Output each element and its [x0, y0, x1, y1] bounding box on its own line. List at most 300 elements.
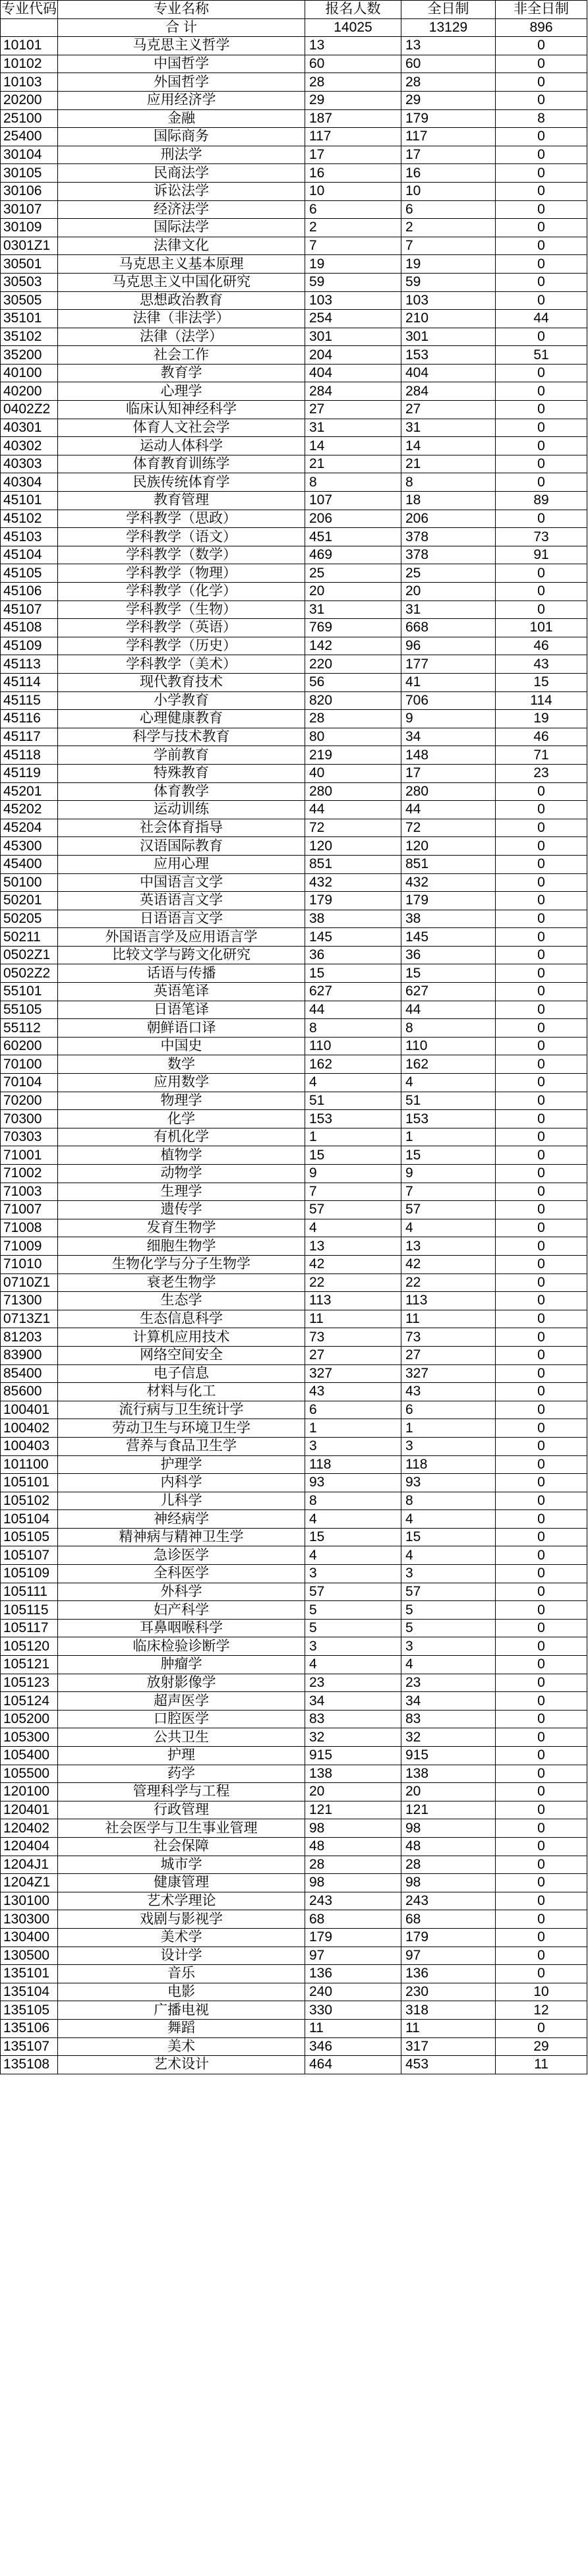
cell-part-time: 0 [496, 55, 587, 73]
cell-part-time: 51 [496, 346, 587, 365]
cell-code: 40200 [1, 382, 58, 401]
cell-full-time: 1 [401, 1128, 496, 1146]
cell-code: 135108 [1, 2056, 58, 2074]
cell-applicants: 11 [305, 2019, 401, 2037]
cell-code: 71010 [1, 1255, 58, 1273]
cell-part-time: 0 [496, 1364, 587, 1383]
cell-code: 71003 [1, 1183, 58, 1201]
cell-part-time: 0 [496, 564, 587, 583]
cell-name: 材料与化工 [58, 1383, 305, 1401]
cell-name: 金融 [58, 109, 305, 128]
table-row [1, 1328, 587, 1347]
cell-code: 105111 [1, 1583, 58, 1601]
total-part-time: 896 [496, 18, 587, 37]
cell-applicants: 31 [305, 600, 401, 619]
cell-name: 思想政治教育 [58, 291, 305, 310]
cell-part-time: 46 [496, 728, 587, 746]
cell-code: 45103 [1, 528, 58, 546]
cell-full-time: 27 [401, 1346, 496, 1364]
cell-applicants: 915 [305, 1747, 401, 1765]
cell-full-time: 301 [401, 328, 496, 346]
cell-part-time: 71 [496, 746, 587, 765]
cell-name: 生态学 [58, 1292, 305, 1310]
cell-full-time: 51 [401, 1092, 496, 1110]
cell-code: 30105 [1, 164, 58, 183]
table-row [1, 310, 587, 328]
cell-code: 100401 [1, 1401, 58, 1419]
cell-part-time: 0 [496, 1783, 587, 1801]
cell-name: 英语语言文学 [58, 892, 305, 910]
cell-applicants: 44 [305, 801, 401, 819]
cell-full-time: 83 [401, 1710, 496, 1728]
cell-part-time: 0 [496, 1383, 587, 1401]
cell-part-time: 0 [496, 291, 587, 310]
cell-applicants: 8 [305, 1019, 401, 1038]
cell-part-time: 0 [496, 419, 587, 437]
table-row [1, 691, 587, 710]
cell-full-time: 121 [401, 1801, 496, 1819]
cell-name: 音乐 [58, 1965, 305, 1983]
cell-part-time: 0 [496, 892, 587, 910]
cell-applicants: 51 [305, 1092, 401, 1110]
table-row [1, 492, 587, 510]
cell-part-time: 0 [496, 182, 587, 200]
table-row [1, 1674, 587, 1692]
cell-part-time: 0 [496, 1237, 587, 1256]
cell-part-time: 0 [496, 1601, 587, 1620]
cell-applicants: 9 [305, 1165, 401, 1183]
cell-applicants: 57 [305, 1583, 401, 1601]
cell-full-time: 38 [401, 910, 496, 928]
cell-name: 学科教学（英语） [58, 619, 305, 637]
cell-part-time: 0 [496, 946, 587, 964]
cell-name: 神经病学 [58, 1510, 305, 1529]
cell-full-time: 25 [401, 564, 496, 583]
table-row [1, 328, 587, 346]
cell-code: 25100 [1, 109, 58, 128]
table-row [1, 1183, 587, 1201]
cell-applicants: 219 [305, 746, 401, 765]
cell-code: 120404 [1, 1837, 58, 1856]
cell-code: 20200 [1, 91, 58, 109]
cell-part-time: 44 [496, 310, 587, 328]
cell-name: 美术 [58, 2037, 305, 2056]
cell-part-time: 0 [496, 782, 587, 801]
cell-part-time: 0 [496, 819, 587, 837]
table-row [1, 1146, 587, 1165]
cell-part-time: 0 [496, 1455, 587, 1474]
cell-code: 40303 [1, 455, 58, 473]
table-row [1, 1092, 587, 1110]
total-applicants: 14025 [305, 18, 401, 37]
cell-name: 临床认知神经科学 [58, 401, 305, 419]
cell-part-time: 0 [496, 1856, 587, 1874]
cell-full-time: 3 [401, 1565, 496, 1583]
cell-part-time: 0 [496, 1255, 587, 1273]
cell-code: 30109 [1, 219, 58, 237]
cell-name: 健康管理 [58, 1874, 305, 1892]
cell-applicants: 464 [305, 2056, 401, 2074]
cell-full-time: 117 [401, 128, 496, 146]
cell-part-time: 0 [496, 1656, 587, 1674]
cell-part-time: 15 [496, 673, 587, 691]
cell-applicants: 15 [305, 964, 401, 983]
table-row [1, 1074, 587, 1092]
cell-applicants: 284 [305, 382, 401, 401]
cell-code: 70104 [1, 1074, 58, 1092]
cell-name: 全科医学 [58, 1565, 305, 1583]
table-row [1, 1419, 587, 1438]
cell-name: 有机化学 [58, 1128, 305, 1146]
cell-part-time: 0 [496, 1292, 587, 1310]
cell-applicants: 13 [305, 37, 401, 55]
table-row [1, 1546, 587, 1565]
cell-part-time: 0 [496, 73, 587, 92]
cell-part-time: 0 [496, 164, 587, 183]
cell-applicants: 5 [305, 1619, 401, 1637]
table-row [1, 1637, 587, 1656]
cell-code: 45201 [1, 782, 58, 801]
cell-part-time: 0 [496, 1947, 587, 1965]
cell-part-time: 46 [496, 637, 587, 655]
cell-name: 生态信息科学 [58, 1310, 305, 1328]
table-row [1, 419, 587, 437]
cell-name: 马克思主义基本原理 [58, 255, 305, 274]
cell-part-time: 91 [496, 546, 587, 564]
table-row [1, 1346, 587, 1364]
cell-full-time: 41 [401, 673, 496, 691]
cell-name: 汉语国际教育 [58, 837, 305, 856]
cell-name: 广播电视 [58, 2001, 305, 2020]
cell-code: 105107 [1, 1546, 58, 1565]
cell-full-time: 113 [401, 1292, 496, 1310]
cell-applicants: 820 [305, 691, 401, 710]
table-row [1, 1747, 587, 1765]
cell-applicants: 14 [305, 437, 401, 455]
table-row [1, 2037, 587, 2056]
cell-full-time: 378 [401, 528, 496, 546]
table-row [1, 1019, 587, 1038]
cell-part-time: 0 [496, 1346, 587, 1364]
cell-full-time: 5 [401, 1619, 496, 1637]
cell-full-time: 23 [401, 1674, 496, 1692]
cell-full-time: 60 [401, 55, 496, 73]
table-row [1, 1437, 587, 1455]
total-row [1, 18, 587, 37]
cell-code: 105117 [1, 1619, 58, 1637]
cell-full-time: 1 [401, 1419, 496, 1438]
cell-part-time: 114 [496, 691, 587, 710]
cell-name: 马克思主义中国化研究 [58, 273, 305, 291]
table-row [1, 946, 587, 964]
cell-full-time: 20 [401, 1783, 496, 1801]
cell-applicants: 220 [305, 655, 401, 674]
cell-applicants: 11 [305, 1310, 401, 1328]
cell-full-time: 28 [401, 1856, 496, 1874]
table-row [1, 1383, 587, 1401]
cell-code: 50201 [1, 892, 58, 910]
cell-full-time: 72 [401, 819, 496, 837]
header-applicants: 报名人数 [305, 1, 401, 19]
cell-name: 舞蹈 [58, 2019, 305, 2037]
cell-full-time: 317 [401, 2037, 496, 2056]
cell-part-time: 0 [496, 873, 587, 892]
cell-full-time: 22 [401, 1273, 496, 1292]
cell-part-time: 0 [496, 1401, 587, 1419]
cell-code: 0402Z2 [1, 401, 58, 419]
cell-code: 105400 [1, 1747, 58, 1765]
table-row [1, 1801, 587, 1819]
cell-code: 45116 [1, 710, 58, 728]
cell-full-time: 27 [401, 401, 496, 419]
cell-applicants: 57 [305, 1201, 401, 1219]
cell-code: 130100 [1, 1892, 58, 1910]
cell-full-time: 162 [401, 1055, 496, 1074]
cell-name: 话语与传播 [58, 964, 305, 983]
cell-name: 应用数学 [58, 1074, 305, 1092]
table-row [1, 291, 587, 310]
cell-applicants: 121 [305, 1801, 401, 1819]
cell-applicants: 301 [305, 328, 401, 346]
cell-applicants: 36 [305, 946, 401, 964]
cell-full-time: 3 [401, 1437, 496, 1455]
cell-full-time: 8 [401, 473, 496, 492]
cell-name: 社会工作 [58, 346, 305, 365]
cell-part-time: 0 [496, 1201, 587, 1219]
cell-full-time: 17 [401, 146, 496, 164]
cell-full-time: 120 [401, 837, 496, 856]
cell-full-time: 15 [401, 964, 496, 983]
table-row [1, 1619, 587, 1637]
cell-name: 学科教学（物理） [58, 564, 305, 583]
cell-applicants: 3 [305, 1565, 401, 1583]
total-full-time: 13129 [401, 18, 496, 37]
cell-name: 放射影像学 [58, 1674, 305, 1692]
cell-full-time: 138 [401, 1765, 496, 1783]
cell-code: 10101 [1, 37, 58, 55]
cell-part-time: 0 [496, 473, 587, 492]
cell-full-time: 915 [401, 1747, 496, 1765]
cell-full-time: 13 [401, 37, 496, 55]
cell-code: 30104 [1, 146, 58, 164]
cell-name: 数学 [58, 1055, 305, 1074]
cell-full-time: 48 [401, 1837, 496, 1856]
header-name: 专业名称 [58, 1, 305, 19]
cell-name: 遗传学 [58, 1201, 305, 1219]
cell-part-time: 0 [496, 401, 587, 419]
table-row [1, 564, 587, 583]
cell-full-time: 103 [401, 291, 496, 310]
table-row [1, 1583, 587, 1601]
cell-full-time: 210 [401, 310, 496, 328]
cell-full-time: 68 [401, 1910, 496, 1929]
table-row [1, 1255, 587, 1273]
cell-name: 计算机应用技术 [58, 1328, 305, 1347]
cell-part-time: 0 [496, 1310, 587, 1328]
cell-full-time: 11 [401, 1310, 496, 1328]
cell-name: 小学教育 [58, 691, 305, 710]
table-row [1, 1364, 587, 1383]
cell-name: 心理健康教育 [58, 710, 305, 728]
cell-applicants: 469 [305, 546, 401, 564]
cell-code: 70300 [1, 1110, 58, 1128]
cell-name: 刑法学 [58, 146, 305, 164]
cell-code: 70303 [1, 1128, 58, 1146]
cell-part-time: 73 [496, 528, 587, 546]
cell-name: 管理科学与工程 [58, 1783, 305, 1801]
table-row [1, 1837, 587, 1856]
cell-name: 儿科学 [58, 1492, 305, 1510]
cell-applicants: 206 [305, 510, 401, 528]
cell-code: 45101 [1, 492, 58, 510]
cell-part-time: 0 [496, 1619, 587, 1637]
table-row [1, 437, 587, 455]
cell-applicants: 204 [305, 346, 401, 365]
cell-applicants: 110 [305, 1037, 401, 1055]
cell-applicants: 4 [305, 1546, 401, 1565]
table-row [1, 1237, 587, 1256]
cell-name: 英语笔译 [58, 983, 305, 1001]
cell-applicants: 117 [305, 128, 401, 146]
cell-name: 营养与食品卫生学 [58, 1437, 305, 1455]
cell-code: 35200 [1, 346, 58, 365]
cell-full-time: 136 [401, 1965, 496, 1983]
cell-part-time: 12 [496, 2001, 587, 2020]
cell-name: 物理学 [58, 1092, 305, 1110]
cell-code: 40302 [1, 437, 58, 455]
table-row [1, 855, 587, 873]
cell-code: 0502Z1 [1, 946, 58, 964]
cell-part-time: 0 [496, 1474, 587, 1492]
cell-full-time: 57 [401, 1201, 496, 1219]
cell-name: 超声医学 [58, 1692, 305, 1711]
cell-code: 100403 [1, 1437, 58, 1455]
cell-applicants: 29 [305, 91, 401, 109]
table-row [1, 1874, 587, 1892]
cell-name: 日语语言文学 [58, 910, 305, 928]
cell-code: 45102 [1, 510, 58, 528]
table-row [1, 1910, 587, 1929]
cell-full-time: 43 [401, 1383, 496, 1401]
cell-name: 国际法学 [58, 219, 305, 237]
table-row [1, 1219, 587, 1237]
cell-part-time: 0 [496, 910, 587, 928]
table-row [1, 37, 587, 55]
cell-part-time: 0 [496, 1692, 587, 1711]
cell-part-time: 0 [496, 1183, 587, 1201]
cell-part-time: 0 [496, 837, 587, 856]
cell-applicants: 98 [305, 1874, 401, 1892]
table-row [1, 1001, 587, 1019]
cell-applicants: 330 [305, 2001, 401, 2020]
cell-name: 发育生物学 [58, 1219, 305, 1237]
cell-applicants: 31 [305, 419, 401, 437]
cell-part-time: 0 [496, 1892, 587, 1910]
cell-applicants: 179 [305, 892, 401, 910]
table-row [1, 1401, 587, 1419]
cell-code: 120402 [1, 1819, 58, 1838]
cell-applicants: 34 [305, 1692, 401, 1711]
cell-full-time: 432 [401, 873, 496, 892]
cell-name: 艺术设计 [58, 2056, 305, 2074]
cell-part-time: 11 [496, 2056, 587, 2074]
cell-part-time: 0 [496, 1837, 587, 1856]
cell-name: 网络空间安全 [58, 1346, 305, 1364]
cell-full-time: 98 [401, 1874, 496, 1892]
cell-code: 0301Z1 [1, 237, 58, 255]
cell-applicants: 6 [305, 1401, 401, 1419]
cell-full-time: 14 [401, 437, 496, 455]
cell-full-time: 8 [401, 1019, 496, 1038]
cell-code: 105120 [1, 1637, 58, 1656]
table-row [1, 655, 587, 674]
cell-part-time: 0 [496, 2019, 587, 2037]
cell-code: 55101 [1, 983, 58, 1001]
cell-code: 60200 [1, 1037, 58, 1055]
cell-name: 美术学 [58, 1928, 305, 1947]
cell-full-time: 36 [401, 946, 496, 964]
cell-code: 105121 [1, 1656, 58, 1674]
cell-full-time: 179 [401, 1928, 496, 1947]
table-row [1, 764, 587, 782]
cell-full-time: 4 [401, 1656, 496, 1674]
cell-applicants: 162 [305, 1055, 401, 1074]
cell-name: 民族传统体育学 [58, 473, 305, 492]
cell-name: 教育学 [58, 364, 305, 382]
cell-applicants: 15 [305, 1528, 401, 1546]
cell-code: 45108 [1, 619, 58, 637]
total-label: 合 计 [58, 18, 305, 37]
cell-part-time: 0 [496, 1583, 587, 1601]
cell-code: 135106 [1, 2019, 58, 2037]
cell-applicants: 8 [305, 473, 401, 492]
cell-name: 学科教学（生物） [58, 600, 305, 619]
cell-applicants: 27 [305, 401, 401, 419]
cell-code: 105105 [1, 1528, 58, 1546]
cell-full-time: 206 [401, 510, 496, 528]
cell-name: 学前教育 [58, 746, 305, 765]
cell-code: 120401 [1, 1801, 58, 1819]
table-row [1, 673, 587, 691]
cell-full-time: 6 [401, 1401, 496, 1419]
cell-part-time: 0 [496, 1528, 587, 1546]
cell-part-time: 0 [496, 801, 587, 819]
cell-part-time: 0 [496, 219, 587, 237]
cell-full-time: 118 [401, 1455, 496, 1474]
cell-code: 135107 [1, 2037, 58, 2056]
cell-name: 外国哲学 [58, 73, 305, 92]
table-row [1, 128, 587, 146]
table-row [1, 1892, 587, 1910]
cell-part-time: 0 [496, 328, 587, 346]
cell-part-time: 0 [496, 1710, 587, 1728]
cell-code: 105300 [1, 1728, 58, 1747]
cell-code: 40100 [1, 364, 58, 382]
cell-full-time: 9 [401, 710, 496, 728]
cell-name: 科学与技术教育 [58, 728, 305, 746]
cell-full-time: 29 [401, 91, 496, 109]
cell-code: 30505 [1, 291, 58, 310]
cell-code: 45400 [1, 855, 58, 873]
cell-code: 105124 [1, 1692, 58, 1711]
cell-applicants: 118 [305, 1455, 401, 1474]
table-row [1, 528, 587, 546]
cell-part-time: 0 [496, 600, 587, 619]
cell-name: 运动人体科学 [58, 437, 305, 455]
cell-name: 体育教育训练学 [58, 455, 305, 473]
table-row [1, 237, 587, 255]
cell-part-time: 0 [496, 1055, 587, 1074]
